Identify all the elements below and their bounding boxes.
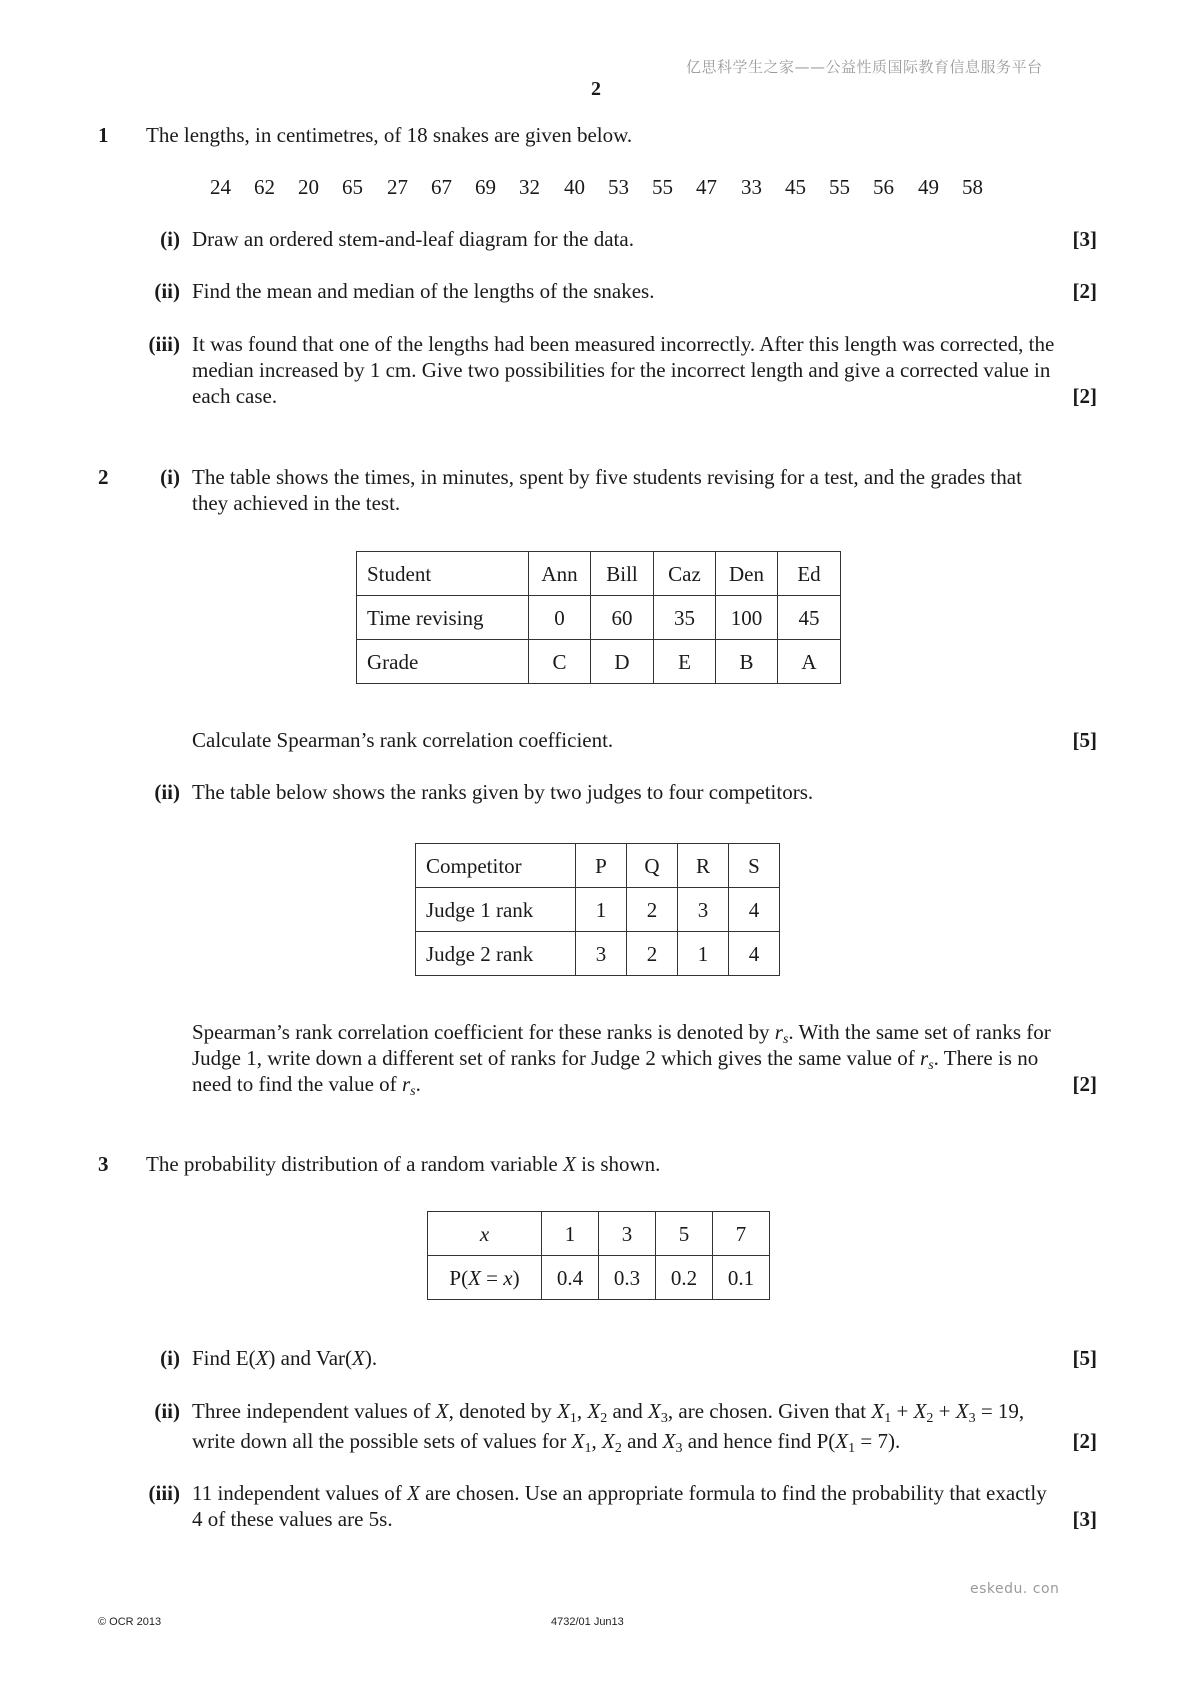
symbol-X: X [435,1399,449,1423]
data-value: 27 [387,175,408,199]
question-number-1: 1 [98,123,109,147]
table-cell: Grade [357,640,529,684]
text-segment: Find E( [192,1346,256,1370]
table-cell: 4 [729,932,780,976]
data-value: 53 [608,175,629,199]
table-header-cell [428,1212,542,1256]
question-number-3: 3 [98,1152,109,1176]
data-value: 24 [210,175,231,199]
table-header-cell: Caz [654,552,716,596]
data-value: 33 [741,175,762,199]
question-number-2: 2 [98,465,109,489]
table-header-cell: P [576,844,627,888]
table-header-cell: Ed [778,552,841,596]
text-segment: . There is no [933,1046,1039,1070]
table-cell: 1 [576,888,627,932]
symbol-r: r [920,1046,929,1070]
symbol-x: x [503,1265,513,1290]
subscript: 2 [614,1441,622,1456]
q3-part-ii-label: (ii) [154,1399,180,1423]
q1-part-iii-label: (iii) [148,332,180,356]
text-segment: = [480,1265,504,1290]
q2-part-ii-intro: The table below shows the ranks given by two judges to four competitors. [192,780,814,804]
text-segment: ) [512,1265,520,1290]
footer-paper-code: 4732/01 Jun13 [551,1616,624,1628]
q3-intro [146,1151,660,1177]
subscript: 1 [569,1411,577,1426]
table-header-cell [428,1256,542,1300]
subscript: 1 [848,1441,856,1456]
text-segment: write down all the possible sets of values for [192,1429,572,1453]
text-segment: is shown. [575,1152,661,1176]
symbol-X: X [587,1399,601,1423]
q3-part-iii-label: (iii) [148,1481,180,1505]
subscript: 1 [584,1441,592,1456]
symbol-X: X [562,1152,576,1176]
text-segment: P( [449,1265,469,1290]
data-value: 45 [785,175,806,199]
q1-part-iii-line1: It was found that one of the lengths had been measured incorrectly. After this length was corrected, the [192,332,1055,356]
subscript: 3 [660,1411,668,1426]
q2-part-i-label: (i) [160,465,180,489]
text-segment: The probability distribution of a random variable [146,1152,563,1176]
symbol-s: s [782,1032,789,1047]
text-segment: . [415,1072,421,1096]
q1-part-ii-label: (ii) [154,279,180,303]
q1-part-iii-line2: median increased by 1 cm. Give two possibilities for the incorrect length and give a corrected value in [192,358,1051,382]
text-segment: Three independent values of [192,1399,436,1423]
text-segment: = 7). [855,1429,901,1453]
footer-copyright: © OCR 2013 [98,1616,162,1628]
symbol-s: s [410,1084,416,1099]
text-segment: need to find the value of [192,1072,402,1096]
text-segment: and hence find P( [682,1429,836,1453]
q1-data-row [0,174,1191,200]
table-cell: 0 [529,596,591,640]
table-cell: 35 [654,596,716,640]
text-segment: ). [364,1346,378,1370]
q2-part-i-question: Calculate Spearman’s rank correlation coefficient. [192,728,614,752]
table-cell: 1 [678,932,729,976]
text-segment: Spearman’s rank correlation coefficient for these ranks is denoted by [192,1020,775,1044]
table-cell: A [778,640,841,684]
table-header-cell: S [729,844,780,888]
table-cell: 4 [729,888,780,932]
table-row [428,1256,770,1300]
symbol-X: X [648,1399,661,1423]
data-value: 40 [564,175,585,199]
data-value: 49 [918,175,939,199]
symbol-X: X [662,1429,676,1453]
text-segment: 11 independent values of [192,1481,407,1505]
data-value: 55 [829,175,850,199]
text-segment: . With the same set of ranks for [788,1020,1051,1044]
data-value: 55 [652,175,673,199]
data-value: 67 [431,175,452,199]
text-segment: = 19, [975,1399,1025,1423]
table-cell: 2 [627,932,678,976]
table-cell: C [529,640,591,684]
page-number: 2 [591,78,601,100]
symbol-X: X [557,1399,570,1423]
q3-part-i-text [192,1345,377,1371]
data-value: 65 [342,175,363,199]
q3-part-ii-marks: [2] [1072,1429,1097,1453]
symbol-x: x [479,1221,490,1246]
data-value: 47 [696,175,717,199]
q2-part-i-line1: The table shows the times, in minutes, spent by five students revising for a test, and the grades that [192,465,1022,489]
q3-part-ii-line1 [192,1398,1024,1424]
q2-part-ii-label: (ii) [154,780,180,804]
text-segment: ) and Var( [268,1346,353,1370]
symbol-X: X [255,1346,269,1370]
text-segment: , [576,1399,588,1423]
table-cell: 0.4 [542,1256,599,1300]
table-cell: D [591,640,654,684]
watermark-footer: eskedu. con [970,1581,1060,1597]
probability-table [427,1211,770,1300]
q2-part-ii-marks: [2] [1072,1072,1097,1096]
symbol-X: X [602,1429,615,1453]
text-segment: and [607,1399,649,1423]
q3-part-iii-marks: [3] [1072,1507,1097,1531]
text-segment: , are chosen. Given that [667,1399,872,1423]
q1-intro: The lengths, in centimetres, of 18 snakes are given below. [146,123,633,147]
table-cell: 5 [656,1212,713,1256]
symbol-X: X [571,1429,585,1453]
symbol-X: X [871,1399,885,1423]
q1-part-ii-text: Find the mean and median of the lengths of the snakes. [192,279,655,303]
text-segment: + [933,1399,956,1423]
table-cell: 45 [778,596,841,640]
table-header-cell: Den [716,552,778,596]
symbol-s: s [928,1058,934,1073]
watermark-header: 亿思科学生之家——公益性质国际教育信息服务平台 [686,58,1043,76]
table-header-cell: Q [627,844,678,888]
text-segment: are chosen. Use an appropriate formula to find the probability that exactly [419,1481,1047,1505]
q3-part-i-label: (i) [160,1346,180,1370]
symbol-X: X [407,1481,420,1505]
q1-part-i-text: Draw an ordered stem-and-leaf diagram for the data. [192,227,634,251]
table-cell: 7 [713,1212,770,1256]
q1-part-ii-marks: [2] [1072,279,1097,303]
table-cell: Judge 1 rank [416,888,576,932]
table-cell: 1 [542,1212,599,1256]
text-segment: , [591,1429,602,1453]
text-segment: + [891,1399,914,1423]
q1-part-i-marks: [3] [1072,227,1097,251]
revision-table [356,551,841,684]
q2-part-i-marks: [5] [1072,728,1097,752]
data-value: 56 [873,175,894,199]
data-value: 58 [962,175,983,199]
table-header-cell: Student [357,552,529,596]
q3-part-i-marks: [5] [1072,1346,1097,1370]
table-cell: 60 [591,596,654,640]
subscript: 2 [926,1411,934,1426]
table-row [357,596,841,640]
table-header-cell: Competitor [416,844,576,888]
q2-part-ii-line1 [192,1019,1051,1045]
symbol-X: X [352,1346,365,1370]
table-cell: 3 [576,932,627,976]
symbol-r: r [774,1020,783,1044]
table-cell: 3 [678,888,729,932]
data-value: 62 [254,175,275,199]
table-cell: 2 [627,888,678,932]
subscript: 3 [968,1411,976,1426]
table-cell: 3 [599,1212,656,1256]
symbol-X: X [913,1399,927,1423]
table-row [416,932,780,976]
q1-part-iii-marks: [2] [1072,384,1097,408]
table-header-cell: Bill [591,552,654,596]
text-segment: , denoted by [448,1399,558,1423]
subscript: 3 [675,1441,683,1456]
table-header-cell: Ann [529,552,591,596]
table-cell: 0.3 [599,1256,656,1300]
text-segment: and [621,1429,663,1453]
q1-part-iii-line3: each case. [192,384,278,408]
table-cell: 0.1 [713,1256,770,1300]
table-cell: B [716,640,778,684]
table-cell: E [654,640,716,684]
data-value: 69 [475,175,496,199]
table-cell: Judge 2 rank [416,932,576,976]
q2-part-ii-line3 [192,1071,421,1097]
table-row [357,640,841,684]
subscript: 1 [884,1411,892,1426]
text-segment: Judge 1, write down a different set of ranks for Judge 2 which gives the same value of [192,1046,920,1070]
q1-part-i-label: (i) [160,227,180,251]
table-cell: 0.2 [656,1256,713,1300]
data-value: 32 [519,175,540,199]
table-cell: 100 [716,596,778,640]
judges-ranks-table [415,843,780,976]
table-row [416,888,780,932]
q2-part-i-line2: they achieved in the test. [192,491,401,515]
symbol-r: r [401,1072,411,1096]
symbol-X: X [955,1399,969,1423]
table-cell: Time revising [357,596,529,640]
subscript: 2 [600,1411,608,1426]
symbol-X: X [835,1429,849,1453]
data-value: 20 [298,175,319,199]
q3-part-iii-line1 [192,1480,1047,1506]
q2-part-ii-line2 [192,1045,1038,1071]
symbol-X: X [468,1265,481,1290]
q3-part-iii-line2: 4 of these values are 5s. [192,1507,393,1531]
q3-part-ii-line2 [192,1428,900,1454]
table-header-cell: R [678,844,729,888]
